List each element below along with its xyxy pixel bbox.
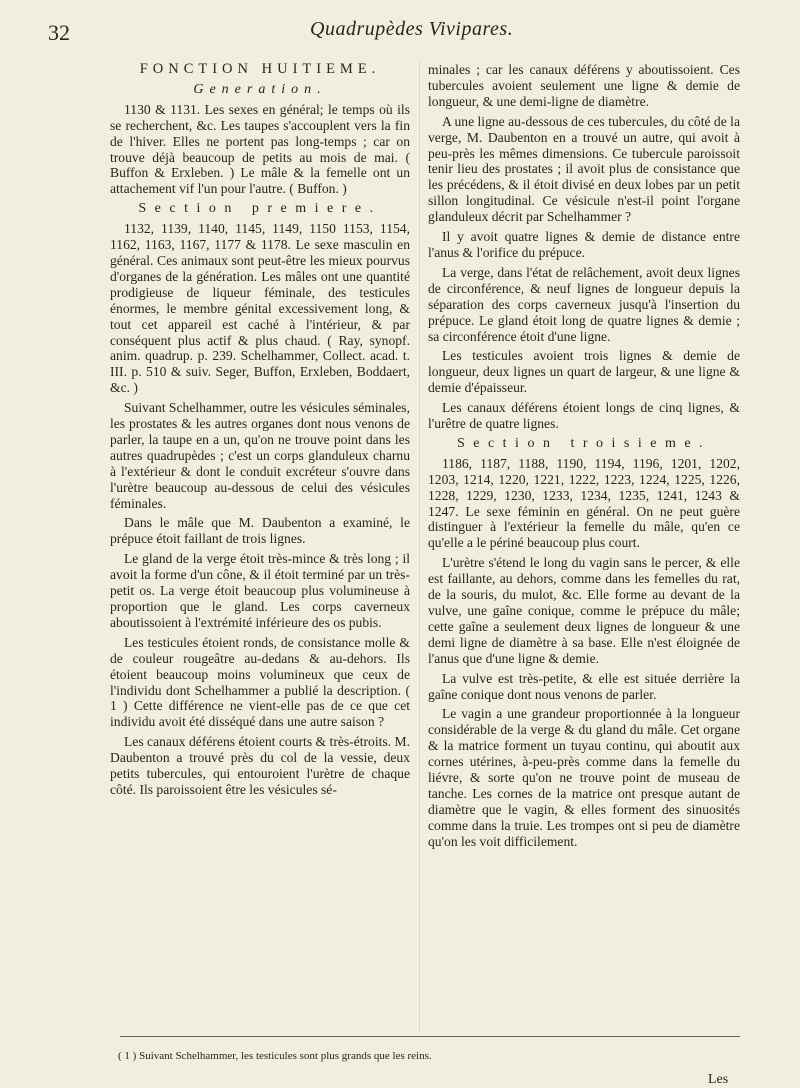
paragraph: 1186, 1187, 1188, 1190, 1194, 1196, 1201, 1202, 1203, 1214, 1220, 1221, 1222, 1223, 1224, 1225, 1226, 1228, 1229, 1230, 1233, 1234, 1235, 1241, 1243 & 1247. Le sexe féminin en général. On ne peut guère distinguer à l'extérieur la femelle du mâle, qu'en ce qu'elle a le périné beaucoup plus court. — [428, 455, 740, 551]
paragraph: Le gland de la verge étoit très-mince & très long ; il avoit la forme d'un cône, & il étoit terminé par un très-petit os. La verge étoit beaucoup plus volumineuse à proportion que le gland. Les corps caverneux aboutissoient à l'extrémité inférieure des os pubis. — [110, 551, 410, 630]
left-column — [110, 62, 410, 798]
paragraph: Les canaux déférens étoient longs de cinq lignes, & l'urêtre de quatre lignes. — [428, 400, 740, 432]
section-heading: Section premiere. — [138, 201, 382, 217]
paragraph: minales ; car les canaux déférens y aboutissoient. Ces tubercules avoient seulement une ligne & demie de longueur, & une demi-ligne de diamètre. — [428, 62, 740, 109]
running-title: Quadrupèdes Vivipares. — [310, 18, 514, 40]
generation-subheading: Generation. — [193, 81, 327, 97]
column-gutter — [419, 62, 420, 1032]
footnote: ( 1 ) Suivant Schelhammer, les testicules sont plus grands que les reins. — [118, 1050, 432, 1062]
paragraph: Dans le mâle que M. Daubenton a examiné, le prépuce étoit faillant de trois lignes. — [110, 515, 410, 547]
paragraph: Le vagin a une grandeur proportionnée à la longueur considérable de la verge & du gland du mâle. Cet organe & la matrice forment un tuyau continu, qui aboutit aux cornes utérines, à-peu-près comme dans la femelle du liévre, & sorte qu'on ne trouve point de museau de tanche. Les cornes de la matrice ont presque autant de diamètre que le vagin, & elles forment des sinuosités comme dans la truie. Les trompes ont si peu de diamètre qu'on les voit difficilement. — [428, 706, 740, 849]
footnote-divider — [120, 1036, 740, 1037]
paragraph: A une ligne au-dessous de ces tubercules, du côté de la verge, M. Daubenton en a trouvé un autre, qui avoit à peu-près les mêmes dimensions. Ce tubercule paroissoit tenir lieu des prostates ; il avoit plus de consistance que les précédens, & il étoit divisé en deux lobes par un petit sillon longitudinal. Ce vésicule n'est-il point l'organe glanduleux décrit par Schelhammer ? — [428, 113, 740, 225]
paragraph: Les testicules étoient ronds, de consistance molle & de couleur rougeâtre au-dedans & au-dehors. Ils étoient beaucoup moins volumineux que ceux de l'individu dont Schelhammer a publié la description. ( 1 ) Cette différence ne vient-elle pas de ce que cet individu avoit été disséqué dans une autre saison ? — [110, 634, 410, 730]
paragraph: Les testicules avoient trois lignes & demie de longueur, deux lignes un quart de largeur, & une ligne & demie d'épaisseur. — [428, 348, 740, 396]
paragraph: Les canaux déférens étoient courts & très-étroits. M. Daubenton a trouvé près du col de la vessie, deux petits tubercules, qui entouroient l'urètre de chaque côté. Ils paroissoient être les vésicules sé- — [110, 734, 410, 797]
paragraph: 1130 & 1131. Les sexes en général; le temps où ils se recherchent, &c. Les taupes s'accouplent vers la fin de l'hiver. Elles ne portent pas long-temps ; car on trouve déjà beaucoup de petits au mois de mai. ( Buffon & Erxleben. ) Le mâle & la femelle ont un attachement vif l'un pour l'autre. ( Buffon. ) — [110, 101, 410, 197]
right-column — [428, 62, 740, 850]
paragraph: Suivant Schelhammer, outre les vésicules séminales, les prostates & les autres organes dont nous venons de parler, la taupe en a un, qu'on ne trouve point dans les autres quadrupèdes ; c'est un corps glanduleux charnu à l'extérieur & dont le conduit excréteur s'ouvre dans l'urètre beaucoup au-dessous de celui des vésicules féminales. — [110, 400, 410, 511]
paragraph: Il y avoit quatre lignes & demie de distance entre l'anus & l'orifice du prépuce. — [428, 229, 740, 260]
catchword: Les — [708, 1072, 729, 1087]
chapter-heading: FONCTION HUITIEME. — [139, 61, 381, 77]
page-number: 32 — [48, 20, 70, 45]
paragraph: La vulve est très-petite, & elle est située derrière la gaîne conique dont nous venons de parler. — [428, 670, 740, 702]
paragraph: L'urètre s'étend le long du vagin sans le percer, & elle est faillante, au dehors, comme dans les femelles du rat, de la souris, du mulot, &c. Elle forme au devant de la vulve, une gaîne conique, comme le prépuce du mâle; cette gaîne a seulement deux lignes de longueur & une demi ligne de diamètre à sa base. Elle n'est éloignée de l'anus que d'une ligne & demie. — [428, 555, 740, 666]
paragraph: 1132, 1139, 1140, 1145, 1149, 1150 1153, 1154, 1162, 1163, 1167, 1177 & 1178. Le sexe masculin en général. Ces animaux sont peut-être les mieux pourvus d'organes de la génération. Les mâles ont une quantité prodigieuse de liqueur féminale, des testicules énormes, le membre génital excessivement long, & tout cet appareil est caché à l'intérieur, & par conséquent plus actif & plus chaud. ( Ray, synopf. anim. quadrup. p. 239. Schelhammer, Collect. acad. t. III. p. 510 & suiv. Seger, Buffon, Erxleben, Boddaert, &c. ) — [110, 221, 410, 396]
section-heading: Section troisieme. — [456, 435, 712, 451]
paragraph: La verge, dans l'état de relâchement, avoit deux lignes de circonférence, & neuf lignes de longueur depuis la séparation des corps caverneux jusqu'à l'insertion du prépuce. Le gland étoit long de quatre lignes & demie ; sa circonférence étoit d'une ligne. — [428, 264, 740, 344]
